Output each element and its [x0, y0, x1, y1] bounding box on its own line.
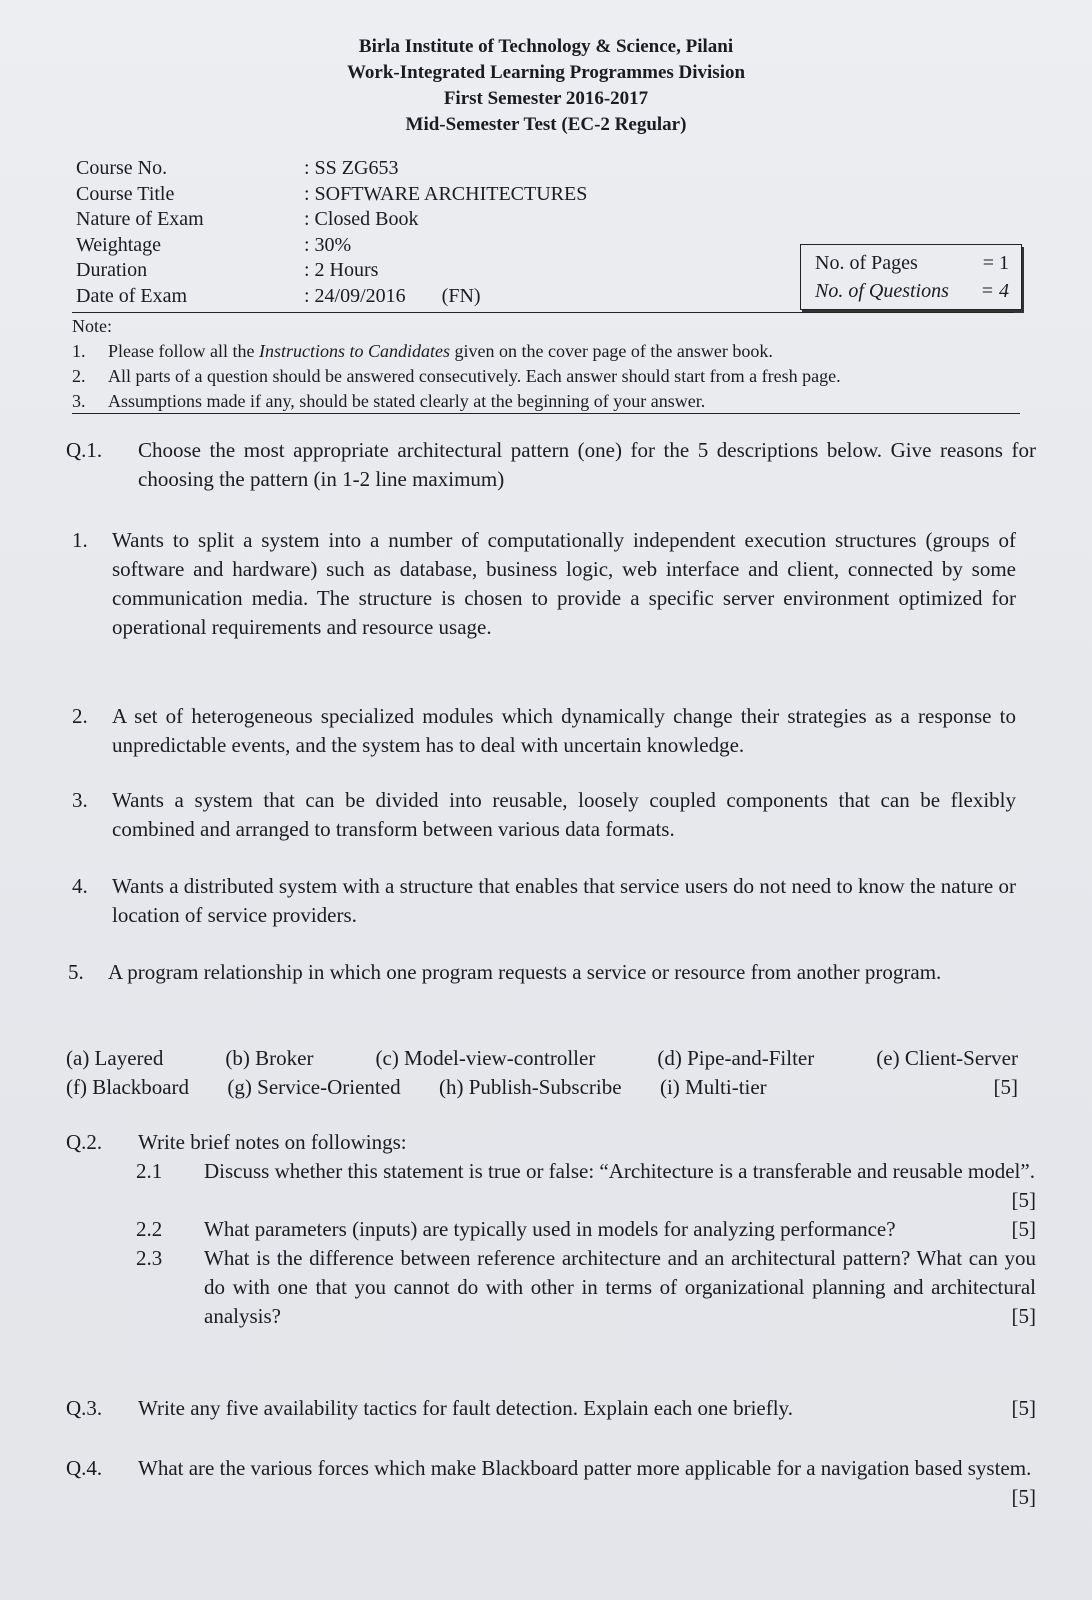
options-row [66, 1073, 1018, 1102]
meta-value: : 30% [304, 233, 352, 256]
meta-row-date [76, 284, 724, 310]
meta-label: Nature of Exam [76, 208, 204, 230]
questions-count-row [815, 277, 1021, 305]
question-row [66, 1454, 1036, 1512]
q1-item-4 [72, 872, 1016, 930]
note-section [72, 314, 1032, 414]
marks: [5] [1011, 1217, 1036, 1241]
q1-item-1 [72, 526, 1016, 642]
note-title: Note: [72, 316, 112, 336]
exam-date: : 24/09/2016 [304, 284, 406, 307]
note-item [72, 339, 1032, 364]
semester: First Semester 2016-2017 [443, 88, 649, 109]
item-text: Wants a system that can be divided into reusable, loosely coupled components that can be flexibly combined and arranged to transform between various data formats. [112, 788, 1016, 841]
test-name: Mid-Semester Test (EC-2 Regular) [405, 114, 687, 135]
option: (c) Model-view-controller [375, 1046, 596, 1070]
meta-label: Duration [76, 259, 148, 281]
note-num: 3. [72, 391, 86, 411]
question-1 [66, 436, 1036, 494]
note-item [72, 389, 1032, 414]
question-row [66, 436, 1036, 494]
item-number: 4. [72, 874, 88, 898]
question-text: Choose the most appropriate architectural pattern (one) for the 5 descriptions below. Give reasons for choosing the pattern (in 1-2 line maximum) [138, 438, 1036, 491]
meta-row-duration [76, 258, 724, 284]
question-2 [66, 1128, 1036, 1331]
option: (b) Broker [225, 1046, 314, 1070]
sub-question [66, 1244, 1036, 1331]
q1-item-3 [72, 786, 1016, 844]
pages-label: No. of Pages [815, 252, 918, 274]
sub-text: What is the difference between reference architecture and an architectural pattern? What can you do with one that you cannot do with other in terms of organizational planning and architectural analysis? [5] [204, 1244, 1036, 1331]
meta-value [304, 284, 724, 310]
option: (e) Client-Server [876, 1046, 1018, 1070]
question-row [66, 1394, 1036, 1423]
question-text: What are the various forces which make Blackboard patter more applicable for a navigation based system. [5] [138, 1454, 1036, 1512]
divider [72, 413, 1020, 414]
list-item [68, 958, 1018, 987]
question-number: Q.1. [66, 438, 103, 462]
note-text: Please follow all the Instructions to Candidates given on the cover page of the answer book. [108, 341, 773, 361]
q1-item-2 [72, 702, 1016, 760]
item-number: 1. [72, 528, 88, 552]
note-item [72, 364, 1032, 389]
item-text: Wants to split a system into a number of computationally independent execution structures (groups of software and hardware) such as database, business logic, web interface and client, connected by some communication media. The structure is chosen to provide a specific server environment optimized for operational requirements and resource usage. [112, 528, 1016, 639]
list-item [72, 702, 1016, 760]
meta-label: Course No. [76, 157, 168, 179]
pages-count-row [815, 249, 1021, 277]
meta-label: Weightage [76, 233, 162, 256]
meta-value: : SOFTWARE ARCHITECTURES [304, 182, 588, 205]
course-details [76, 156, 724, 309]
item-number: 2. [72, 704, 88, 728]
note-text: All parts of a question should be answered consecutively. Each answer should start from a fresh page. [108, 366, 841, 386]
meta-value: : 2 Hours [304, 259, 379, 281]
marks: [5] [1011, 1188, 1036, 1212]
sub-text: What parameters (inputs) are typically used in models for analyzing performance? [5] [204, 1215, 1036, 1244]
question-text: Write any five availability tactics for fault detection. Explain each one briefly. [5] [138, 1394, 1036, 1423]
marks: [5] [1011, 1485, 1036, 1509]
question-number: Q.2. [66, 1130, 103, 1154]
meta-value: : SS ZG653 [304, 157, 399, 179]
note-num: 1. [72, 341, 86, 361]
question-3 [66, 1394, 1036, 1423]
sub-number: 2.1 [136, 1159, 163, 1183]
sub-number: 2.3 [136, 1246, 163, 1270]
questions-value: = 4 [980, 280, 1009, 302]
sub-question [66, 1157, 1036, 1215]
option: (d) Pipe-and-Filter [657, 1046, 815, 1070]
list-item [72, 872, 1016, 930]
marks: [5] [1011, 1396, 1036, 1420]
item-text: A program relationship in which one program requests a service or resource from another program. [108, 960, 942, 984]
sub-number: 2.2 [136, 1217, 163, 1241]
division-name: Work-Integrated Learning Programmes Division [346, 62, 746, 83]
sub-question [66, 1215, 1036, 1244]
meta-row-nature [76, 207, 724, 233]
meta-row-course-no [76, 156, 724, 182]
divider [72, 312, 1014, 313]
q1-options [66, 1044, 1018, 1102]
marks: [5] [1011, 1304, 1036, 1328]
marks: [5] [993, 1075, 1018, 1099]
pages-value: = 1 [982, 252, 1009, 274]
option: (g) Service-Oriented [227, 1075, 401, 1099]
sub-text: Discuss whether this statement is true or false: “Architecture is a transferable and reusable model”. [5] [204, 1157, 1036, 1215]
meta-value: : Closed Book [304, 208, 419, 230]
question-row [66, 1128, 1036, 1157]
item-number: 3. [72, 788, 88, 812]
meta-row-course-title [76, 182, 724, 208]
question-text: Write brief notes on followings: [138, 1130, 407, 1154]
question-number: Q.4. [66, 1456, 103, 1480]
pages-questions-box [800, 244, 1022, 310]
institute-name: Birla Institute of Technology & Science, Pilani [358, 36, 734, 57]
question-4 [66, 1454, 1036, 1512]
item-number: 5. [68, 960, 84, 984]
list-item [72, 526, 1016, 642]
item-text: A set of heterogeneous specialized modules which dynamically change their strategies as a response to unpredictable events, and the system has to deal with uncertain knowledge. [112, 704, 1016, 757]
list-item [72, 786, 1016, 844]
option: (h) Publish-Subscribe [438, 1075, 622, 1099]
exam-header [0, 34, 1092, 138]
option: (f) Blackboard [66, 1075, 190, 1099]
session: (FN) [441, 284, 481, 307]
q1-item-5 [68, 958, 1018, 987]
meta-label: Course Title [76, 182, 175, 205]
note-num: 2. [72, 366, 86, 386]
item-text: Wants a distributed system with a structure that enables that service users do not need to know the nature or location of service providers. [112, 874, 1016, 927]
note-text: Assumptions made if any, should be stated clearly at the beginning of your answer. [108, 391, 706, 411]
option: (a) Layered [66, 1046, 164, 1070]
options-row [66, 1044, 1018, 1073]
meta-row-weightage [76, 233, 724, 259]
option: (i) Multi-tier [659, 1075, 767, 1099]
question-number: Q.3. [66, 1396, 103, 1420]
meta-label: Date of Exam [76, 284, 188, 307]
questions-label: No. of Questions [815, 280, 949, 302]
